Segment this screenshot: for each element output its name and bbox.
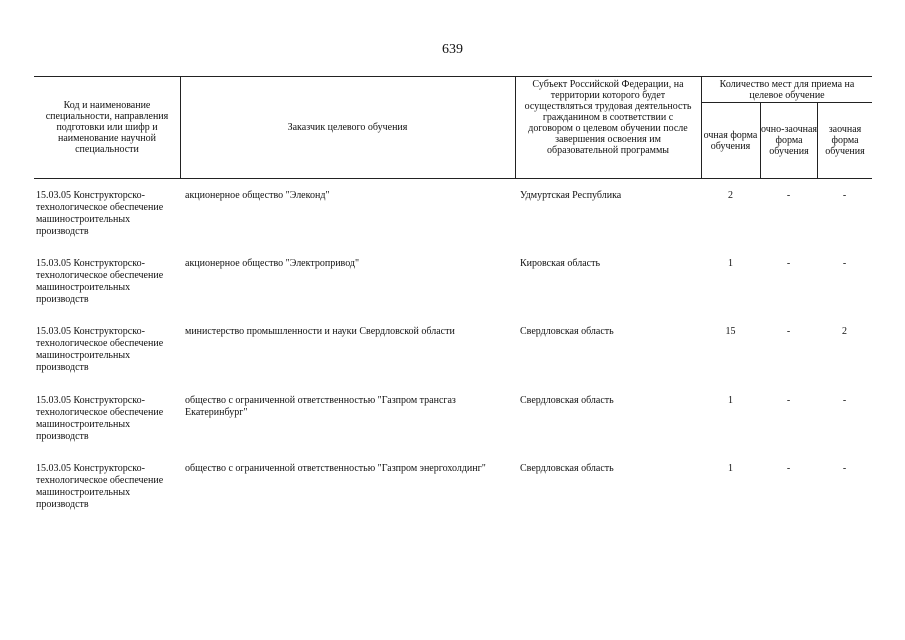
cell-customer: общество с ограниченной ответственностью "Газпром трансгаз Екатеринбург" bbox=[185, 395, 456, 418]
header-code: Код и наименование специальности, направления подготовки или шифр и наименование научной специальности bbox=[45, 100, 169, 155]
cell-ochno-zaochnaya: - bbox=[786, 258, 791, 269]
cell-customer: общество с ограниченной ответственностью "Газпром энергохолдинг" bbox=[185, 463, 486, 474]
cell-ochnaya: 1 bbox=[728, 258, 733, 269]
header-ochno-zaochnaya: очно-заочная форма обучения bbox=[761, 124, 818, 157]
header-customer: Заказчик целевого обучения bbox=[287, 122, 408, 133]
cell-ochno-zaochnaya: - bbox=[786, 190, 791, 201]
admission-table bbox=[34, 76, 872, 510]
cell-customer: акционерное общество "Электропривод" bbox=[185, 258, 360, 269]
cell-ochno-zaochnaya: - bbox=[786, 326, 791, 337]
cell-code: 15.03.05 Конструкторско-технологическое обеспечение машиностроительных производств bbox=[36, 326, 164, 373]
cell-code: 15.03.05 Конструкторско-технологическое обеспечение машиностроительных производств bbox=[36, 463, 164, 510]
header-region: Субъект Российской Федерации, на территории которого будет осуществляться трудовая деятельность гражданином в соответствии с договором о целевом обучении после завершения освоения им образовательной программы bbox=[524, 79, 692, 156]
cell-ochnaya: 15 bbox=[725, 326, 736, 337]
page-number: 639 bbox=[442, 42, 463, 57]
cell-zaochnaya: 2 bbox=[842, 326, 847, 337]
cell-customer: акционерное общество "Элеконд" bbox=[185, 190, 330, 201]
header-zaochnaya: заочная форма обучения bbox=[825, 124, 865, 157]
cell-zaochnaya: - bbox=[842, 190, 847, 201]
header-places: Количество мест для приема на целевое обучение bbox=[719, 79, 855, 101]
cell-ochnaya: 1 bbox=[728, 395, 733, 406]
cell-ochno-zaochnaya: - bbox=[786, 463, 791, 474]
cell-region: Кировская область bbox=[520, 258, 601, 269]
cell-ochno-zaochnaya: - bbox=[786, 395, 791, 406]
cell-zaochnaya: - bbox=[842, 258, 847, 269]
cell-zaochnaya: - bbox=[842, 395, 847, 406]
header-ochnaya: очная форма обучения bbox=[703, 129, 758, 152]
cell-region: Свердловская область bbox=[520, 395, 614, 406]
table-header bbox=[34, 76, 872, 179]
cell-ochnaya: 1 bbox=[728, 463, 733, 474]
cell-code: 15.03.05 Конструкторско-технологическое обеспечение машиностроительных производств bbox=[36, 258, 164, 305]
cell-ochnaya: 2 bbox=[728, 190, 733, 201]
cell-code: 15.03.05 Конструкторско-технологическое обеспечение машиностроительных производств bbox=[36, 190, 164, 237]
cell-region: Свердловская область bbox=[520, 326, 614, 337]
cell-zaochnaya: - bbox=[842, 463, 847, 474]
cell-region: Удмуртская Республика bbox=[520, 190, 622, 201]
cell-customer: министерство промышленности и науки Свердловской области bbox=[185, 326, 455, 337]
cell-code: 15.03.05 Конструкторско-технологическое обеспечение машиностроительных производств bbox=[36, 395, 164, 442]
cell-region: Свердловская область bbox=[520, 463, 614, 474]
